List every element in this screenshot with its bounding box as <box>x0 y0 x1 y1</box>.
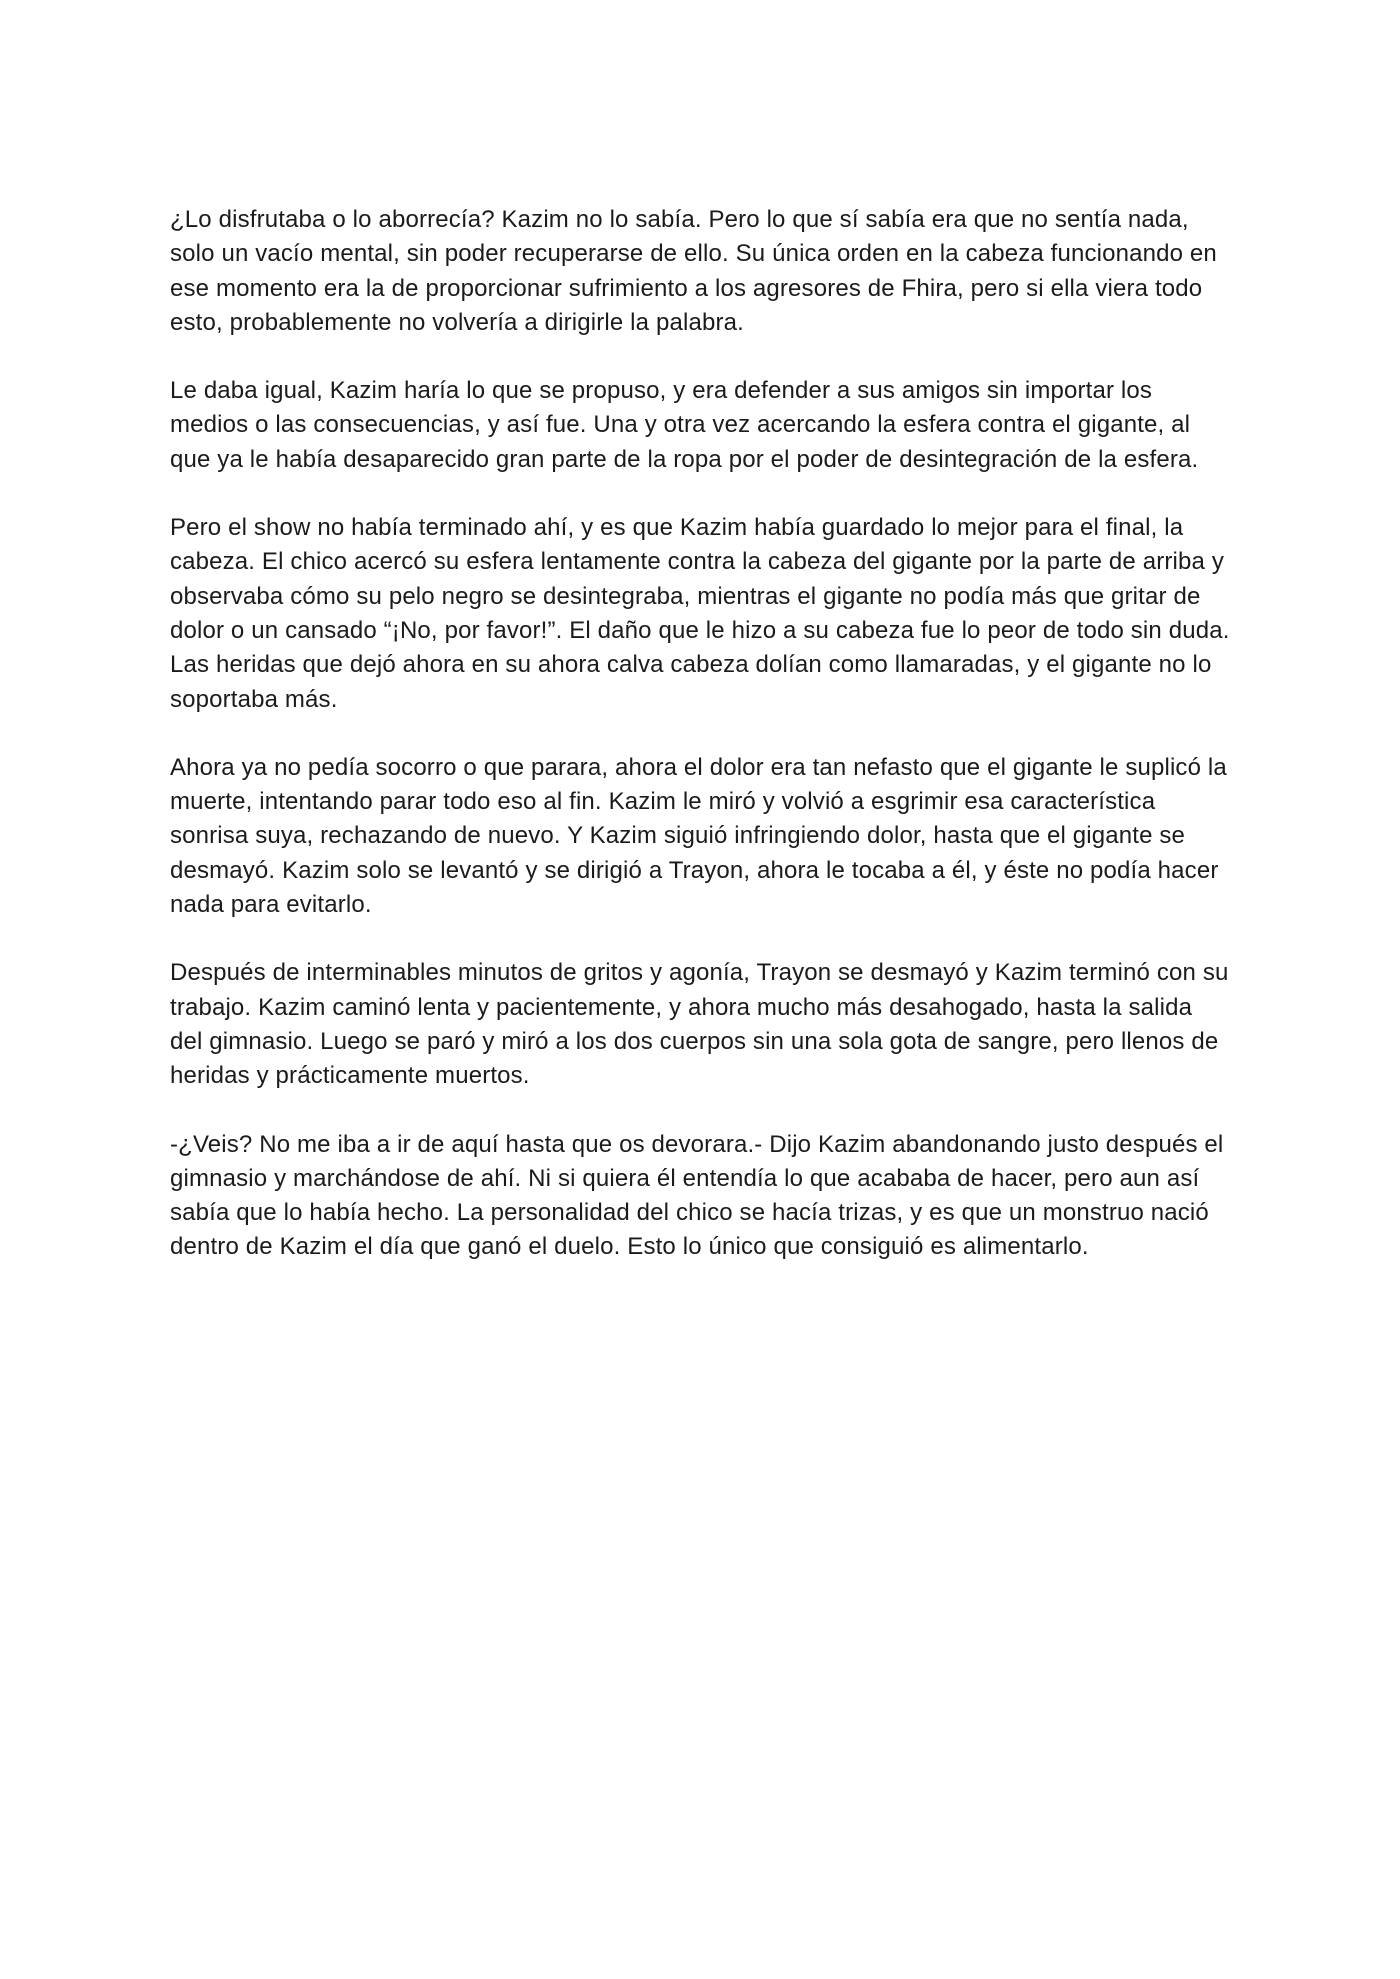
paragraph-1: ¿Lo disfrutaba o lo aborrecía? Kazim no lo sabía. Pero lo que sí sabía era que no sentía nada, solo un vacío mental, sin poder recuperarse de ello. Su única orden en la cabeza funcionando en ese momento era la de proporcionar sufrimiento a los agresores de Fhira, pero si ella viera todo esto, probablemente no volvería a dirigirle la palabra. <box>170 206 1217 336</box>
paragraph-5: Después de interminables minutos de gritos y agonía, Trayon se desmayó y Kazim terminó con su trabajo. Kazim caminó lenta y pacientemente, y ahora mucho más desahogado, hasta la salida del gimnasio. Luego se paró y miró a los dos cuerpos sin una sola gota de sangre, pero llenos de heridas y prácticamente muertos. <box>170 959 1229 1090</box>
paragraph-6: -¿Veis? No me iba a ir de aquí hasta que os devorara.- Dijo Kazim abandonando justo después el gimnasio y marchándose de ahí. Ni si quiera él entendía lo que acababa de hacer, pero aun así sabía que lo había hecho. La personalidad del chico se hacía trizas, y es que un monstruo nació dentro de Kazim el día que ganó el duelo. Esto lo único que consiguió es alimentarlo. <box>170 1130 1224 1261</box>
paragraph-3: Pero el show no había terminado ahí, y es que Kazim había guardado lo mejor para el final, la cabeza. El chico acercó su esfera lentamente contra la cabeza del gigante por la parte de arriba y observaba cómo su pelo negro se desintegraba, mientras el gigante no podía más que gritar de dolor o un cansado “¡No, por favor!”. El daño que le hizo a su cabeza fue lo peor de todo sin duda. Las heridas que dejó ahora en su ahora calva cabeza dolían como llamaradas, y el gigante no lo soportaba más. <box>170 514 1230 713</box>
document-body <box>170 203 1230 1299</box>
paragraph-4: Ahora ya no pedía socorro o que parara, ahora el dolor era tan nefasto que el gigante le suplicó la muerte, intentando parar todo eso al fin. Kazim le miró y volvió a esgrimir esa característica sonrisa suya, rechazando de nuevo. Y Kazim siguió infringiendo dolor, hasta que el gigante se desmayó. Kazim solo se levantó y se dirigió a Trayon, ahora le tocaba a él, y éste no podía hacer nada para evitarlo. <box>170 753 1227 919</box>
paragraph-2: Le daba igual, Kazim haría lo que se propuso, y era defender a sus amigos sin importar los medios o las consecuencias, y así fue. Una y otra vez acercando la esfera contra el gigante, al que ya le había desaparecido gran parte de la ropa por el poder de desintegración de la esfera. <box>170 377 1199 473</box>
